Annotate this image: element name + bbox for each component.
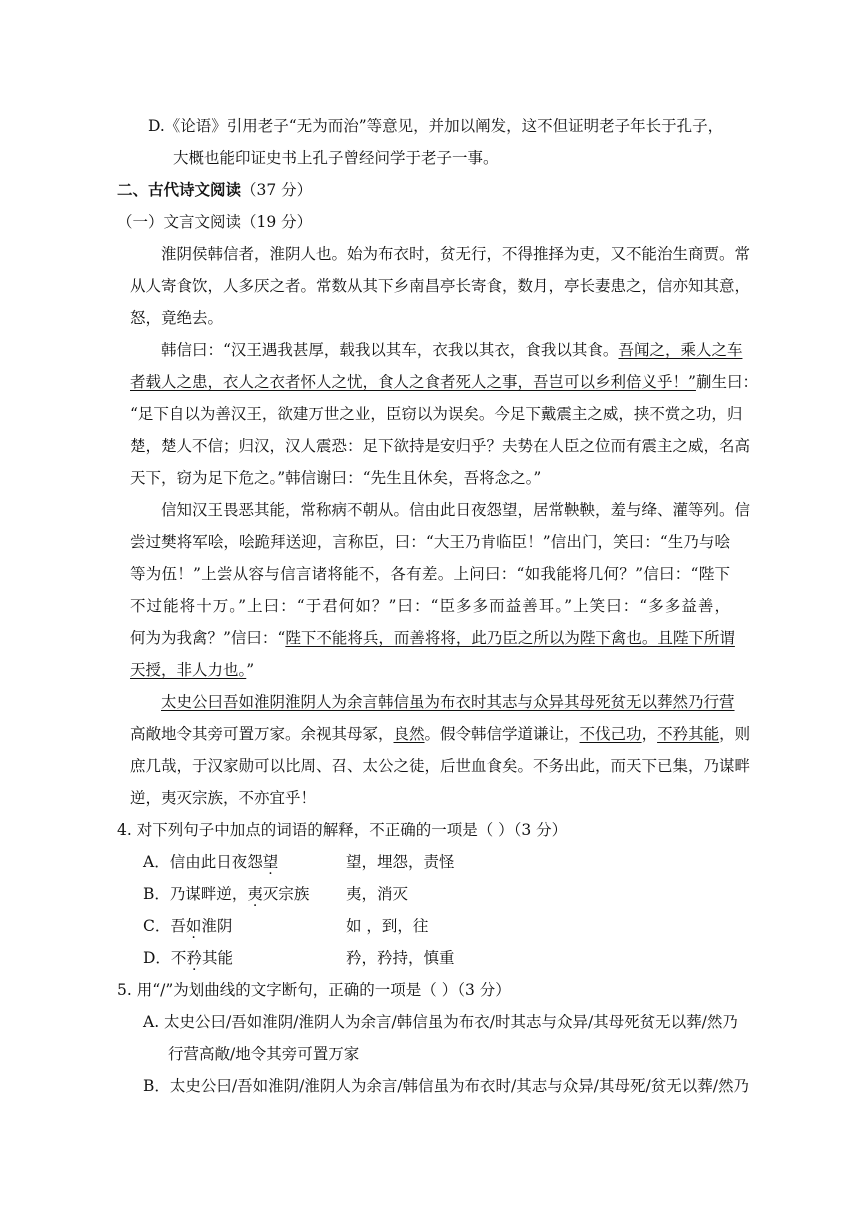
section-2-title: 二、古代诗文阅读: [117, 180, 242, 199]
question-4-option-a-explanation: 望，埋怨，责怪: [346, 853, 455, 871]
option-text: 其能: [201, 949, 233, 967]
passage-p1-line-1: 淮阴侯韩信者，淮阴人也。始为布衣时，贫无行，不得推择为吏，又不能治生商贾。常: [161, 245, 751, 263]
passage-p3-line-5: [130, 628, 735, 648]
passage-p2-line-3: “足下自以为善汉王，欲建万世之业，臣窃以为误矣。今足下戴震主之威，挟不赏之功，归: [130, 405, 743, 423]
question-5-option-b-line-1: B．太史公曰/吾如淮阴/淮阴人为余言/韩信虽为布衣时/其志与众异/其母死/贫无以葬/然乃: [143, 1077, 749, 1095]
section-2-heading: [117, 180, 312, 200]
question-4-option-a: [143, 852, 278, 872]
subsection-1-heading: （一）文言文阅读（19 分）: [117, 213, 313, 231]
passage-p1-line-3: 怒，竟绝去。: [130, 309, 224, 327]
question-4-option-b: [143, 884, 309, 904]
passage-p2-line-5: 天下，窃为足下危之。”韩信谢曰：“先生且休矣，吾将念之。”: [130, 469, 542, 487]
passage-text: ，: [641, 725, 658, 743]
dotted-word: 夷: [247, 885, 263, 903]
underlined-text: 吾闻之，乘人之车: [618, 341, 743, 359]
question-4-option-b-explanation: 夷，消灭: [346, 885, 409, 903]
underlined-text: 天授，非人力也。: [130, 661, 247, 679]
passage-p2-line-2: [130, 372, 758, 392]
passage-p2-line-1: [161, 340, 742, 360]
passage-text: 何为为我禽？”信曰：“: [130, 629, 286, 647]
dotted-word: 望: [262, 853, 279, 871]
passage-p1-line-2: 从人寄食饮，人多厌之者。常数从其下乡南昌亭长寄食，数月，亭长妻患之，信亦知其意，: [130, 277, 751, 295]
passage-p4-line-1-underlined: 太史公曰吾如淮阴淮阴人为余言韩信虽为布衣时其志与众异其母死贫无以葬然乃行营: [161, 693, 735, 711]
passage-p3-line-2: 尝过樊将军哙，哙跪拜送迎，言称臣，曰：“大王乃肯临臣！”信出门，笑曰：“生乃与哙: [130, 533, 730, 551]
passage-p3-line-1: 信知汉王畏恶其能，常称病不朝从。信由此日夜怨望，居常鞅鞅，羞与绛、灌等列。信: [161, 501, 751, 519]
passage-text: 蒯生曰：: [695, 373, 758, 391]
passage-p3-line-3: 等为伍！”上尝从容与信言诸将能不，各有差。上问曰：“如我能将几何？”信曰：“陛下: [130, 565, 730, 583]
underlined-text: 者载人之患，衣人之衣者怀人之忧，食人之食者死人之事，吾岂可以乡利倍义乎！”: [130, 373, 696, 391]
question-5-stem: 5. 用“/”为划曲线的文字断句，正确的一项是（ ）（3 分）: [117, 981, 511, 999]
passage-p4-line-3: 庶几哉，于汉家勋可以比周、召、太公之徒，后世血食矣。不务出此，而天下已集，乃谋畔: [130, 757, 751, 775]
passage-p2-line-4: 楚，楚人不信；归汉，汉人震恐：足下欲持是安归乎？夫势在人臣之位而有震主之威，名高: [130, 437, 751, 455]
dotted-word: 矜: [186, 949, 202, 967]
option-d-line-2: 大概也能印证史书上孔子曾经问学于老子一事。: [173, 149, 499, 167]
passage-text: ”: [246, 661, 255, 679]
option-text: B．乃谋畔逆，: [143, 885, 248, 903]
option-d-line-1: D.《论语》引用老子“无为而治”等意见，并加以阐发，这不但证明老子年长于孔子，: [148, 117, 724, 135]
passage-text: 。假令韩信学道谦让，: [424, 725, 580, 743]
passage-p3-line-6: [130, 660, 254, 680]
option-text: C．吾: [143, 917, 186, 935]
question-5-option-a-line-1: A. 太史公曰/吾如淮阴/淮阴人为余言/韩信虽为布衣/时其志与众异/其母死贫无以葬/然乃: [143, 1013, 738, 1031]
passage-text: 高敞地令其旁可置万家。余视其母冢，: [130, 725, 394, 743]
underlined-text: 陛下不能将兵，而善将将，此乃臣之所以为陛下禽也。且陛下所谓: [285, 629, 735, 647]
passage-text: 韩信曰：“汉王遇我甚厚，载我以其车，衣我以其衣，食我以其食。: [161, 341, 619, 359]
passage-p4-line-2: [130, 724, 750, 744]
underlined-text: 不伐己功: [579, 725, 642, 743]
passage-text: ，则: [719, 725, 751, 743]
option-text: D．不: [143, 949, 187, 967]
question-4-option-d: [143, 948, 233, 968]
underlined-text: 良然: [393, 725, 425, 743]
question-5-option-a-line-2: 行营高敞/地令其旁可置万家: [168, 1045, 360, 1063]
option-text: A．信由此日夜怨: [143, 853, 263, 871]
question-4-option-c: [143, 916, 232, 936]
question-4-stem: 4. 对下列句子中加点的词语的解释，不正确的一项是（ ）（3 分）: [117, 821, 568, 839]
option-text: 淮阴: [201, 917, 233, 935]
dotted-word: 如: [185, 917, 202, 935]
passage-p3-line-4: 不过能将十万。”上曰：“于君何如？”曰：“臣多多而益善耳。”上笑曰：“多多益善，: [130, 597, 730, 615]
passage-p4-line-4: 逆，夷灭宗族，不亦宜乎！: [130, 789, 317, 807]
section-2-score: （37 分）: [241, 181, 313, 199]
underlined-text: 不矜其能: [657, 725, 720, 743]
question-4-option-d-explanation: 矜，矜持，慎重: [346, 949, 455, 967]
option-text: 灭宗族: [262, 885, 310, 903]
question-4-option-c-explanation: 如 ，到，往: [346, 917, 429, 935]
